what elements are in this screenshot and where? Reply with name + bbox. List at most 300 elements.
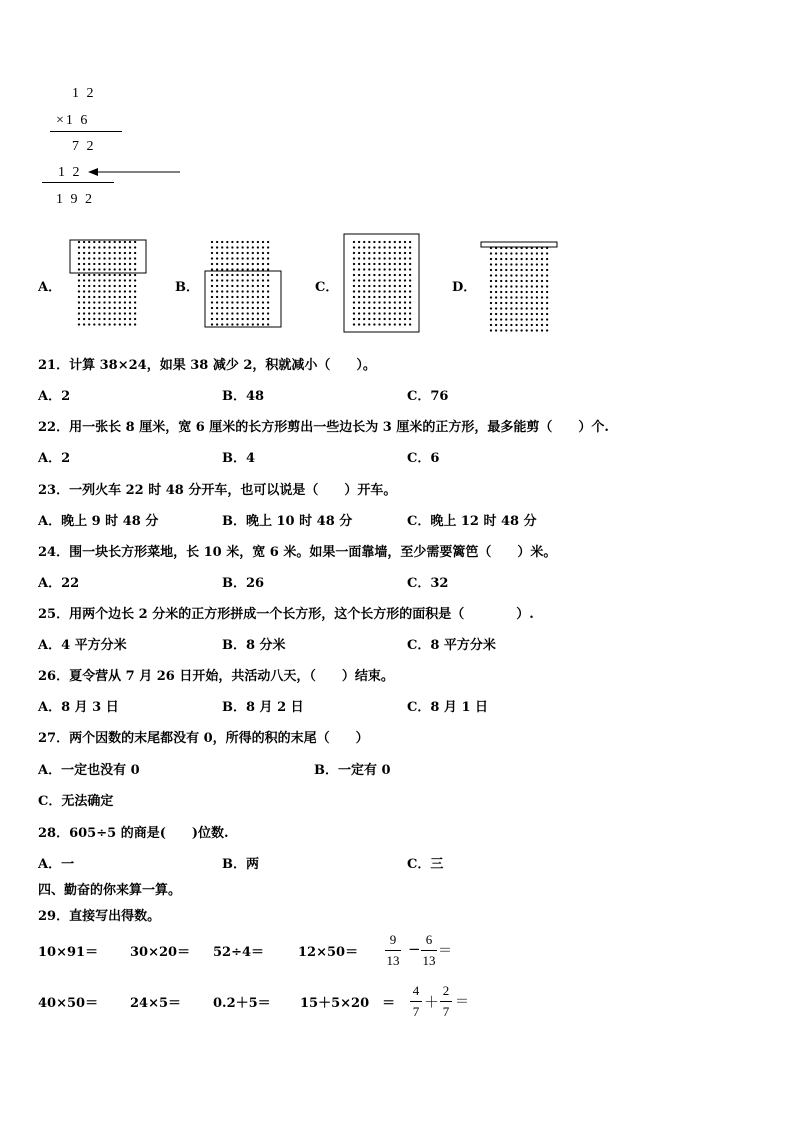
- dot: [241, 246, 243, 248]
- dot: [78, 312, 80, 314]
- dot: [490, 258, 492, 260]
- dot: [409, 241, 411, 243]
- dot: [409, 312, 411, 314]
- dot: [83, 301, 85, 303]
- dot: [510, 313, 512, 315]
- equals-sign: ＝: [438, 943, 452, 959]
- dot: [93, 301, 95, 303]
- dot: [83, 274, 85, 276]
- dot: [103, 241, 105, 243]
- dot: [236, 241, 238, 243]
- dot: [129, 279, 131, 281]
- dot: [257, 279, 259, 281]
- dot: [363, 290, 365, 292]
- dot: [262, 290, 264, 292]
- dot: [399, 246, 401, 248]
- dot: [247, 323, 249, 325]
- dot: [536, 329, 538, 331]
- dot: [358, 301, 360, 303]
- dot: [399, 290, 401, 292]
- dot: [495, 252, 497, 254]
- dot: [119, 279, 121, 281]
- fraction-bar: [440, 1001, 452, 1002]
- dot: [520, 263, 522, 265]
- dot: [119, 323, 121, 325]
- dot: [98, 246, 100, 248]
- dot: [267, 252, 269, 254]
- dot: [353, 279, 355, 281]
- dot: [247, 268, 249, 270]
- dot: [404, 312, 406, 314]
- dot: [211, 241, 213, 243]
- dot: [262, 285, 264, 287]
- dot: [257, 312, 259, 314]
- dot: [262, 274, 264, 276]
- q23-stem: 23．一列火车 22 时 48 分开车，也可以说是（ ）开车。: [38, 483, 397, 498]
- dot: [134, 296, 136, 298]
- dot: [515, 274, 517, 276]
- dot: [103, 290, 105, 292]
- dot: [257, 252, 259, 254]
- dot: [541, 274, 543, 276]
- dot: [134, 274, 136, 276]
- dot: [93, 246, 95, 248]
- dot: [399, 268, 401, 270]
- dot: [211, 296, 213, 298]
- dot: [119, 301, 121, 303]
- dot: [247, 285, 249, 287]
- dot: [103, 296, 105, 298]
- dot: [399, 263, 401, 265]
- dot: [103, 312, 105, 314]
- dot: [394, 301, 396, 303]
- dot: [88, 252, 90, 254]
- dot: [257, 263, 259, 265]
- dot: [262, 307, 264, 309]
- dot: [531, 285, 533, 287]
- dot: [103, 252, 105, 254]
- dot: [378, 323, 380, 325]
- dot: [409, 323, 411, 325]
- dot: [134, 263, 136, 265]
- dot: [247, 296, 249, 298]
- dot: [373, 246, 375, 248]
- dot: [108, 263, 110, 265]
- dot: [129, 257, 131, 259]
- option-c-label: C．: [315, 280, 339, 295]
- dot: [211, 268, 213, 270]
- dot: [78, 307, 80, 309]
- dot: [88, 246, 90, 248]
- dot: [526, 324, 528, 326]
- dot: [262, 241, 264, 243]
- dot: [231, 318, 233, 320]
- dot: [247, 246, 249, 248]
- dot: [363, 318, 365, 320]
- dot: [409, 246, 411, 248]
- dot: [267, 323, 269, 325]
- dot: [531, 302, 533, 304]
- dot: [83, 318, 85, 320]
- dot: [114, 274, 116, 276]
- dot: [236, 257, 238, 259]
- dot: [515, 329, 517, 331]
- dot: [520, 307, 522, 309]
- dot: [358, 252, 360, 254]
- calc-row-3: 7 2: [72, 139, 96, 154]
- fraction-bar: [410, 1001, 422, 1002]
- dot: [531, 329, 533, 331]
- dot: [241, 268, 243, 270]
- fraction-four-sevenths: [410, 983, 422, 1020]
- dot: [373, 296, 375, 298]
- dot: [526, 252, 528, 254]
- dot: [83, 312, 85, 314]
- dot: [515, 302, 517, 304]
- dot: [78, 252, 80, 254]
- dot: [211, 318, 213, 320]
- dot: [231, 301, 233, 303]
- dot: [515, 263, 517, 265]
- dot: [541, 329, 543, 331]
- dot: [541, 313, 543, 315]
- dot: [520, 313, 522, 315]
- dot: [389, 301, 391, 303]
- dot: [247, 312, 249, 314]
- dot: [247, 257, 249, 259]
- dot: [368, 257, 370, 259]
- dot: [83, 257, 85, 259]
- dot: [536, 313, 538, 315]
- dot: [98, 296, 100, 298]
- dot: [98, 279, 100, 281]
- q22-option-a: A．2: [38, 451, 71, 466]
- dot: [526, 302, 528, 304]
- dot: [520, 258, 522, 260]
- dot: [490, 296, 492, 298]
- dot: [236, 301, 238, 303]
- q28-option-a: A．一: [38, 857, 75, 872]
- dot: [531, 313, 533, 315]
- dot: [358, 285, 360, 287]
- dot: [93, 268, 95, 270]
- dot: [262, 323, 264, 325]
- dot: [546, 291, 548, 293]
- dot: [399, 285, 401, 287]
- dot: [399, 296, 401, 298]
- dot: [404, 268, 406, 270]
- dot: [531, 318, 533, 320]
- dot: [134, 257, 136, 259]
- dot: [252, 263, 254, 265]
- dot: [383, 323, 385, 325]
- dot: [221, 296, 223, 298]
- dot: [236, 290, 238, 292]
- dot: [531, 307, 533, 309]
- dot: [373, 318, 375, 320]
- dot: [103, 246, 105, 248]
- dot: [389, 285, 391, 287]
- dot: [241, 296, 243, 298]
- dot: [267, 285, 269, 287]
- q21-option-b: B．48: [222, 389, 265, 404]
- dot: [536, 269, 538, 271]
- dot: [114, 241, 116, 243]
- dot: [83, 279, 85, 281]
- dot: [93, 285, 95, 287]
- dot: [404, 318, 406, 320]
- dot: [247, 252, 249, 254]
- dot: [383, 312, 385, 314]
- dot: [353, 323, 355, 325]
- dot: [134, 318, 136, 320]
- dot: [83, 252, 85, 254]
- dot: [103, 318, 105, 320]
- dot: [536, 296, 538, 298]
- calc-item: 10×91＝: [38, 945, 99, 960]
- dot: [536, 263, 538, 265]
- dot: [368, 312, 370, 314]
- dot: [404, 279, 406, 281]
- dot: [363, 241, 365, 243]
- dot: [257, 301, 259, 303]
- dot: [216, 252, 218, 254]
- dot: [389, 296, 391, 298]
- dot: [267, 301, 269, 303]
- dot: [129, 263, 131, 265]
- dot: [108, 307, 110, 309]
- dot: [399, 257, 401, 259]
- dot: [389, 252, 391, 254]
- dot: [353, 290, 355, 292]
- dot: [505, 263, 507, 265]
- dot: [211, 279, 213, 281]
- dot: [490, 285, 492, 287]
- dot: [221, 241, 223, 243]
- dot: [93, 263, 95, 265]
- dot: [358, 318, 360, 320]
- dot: [119, 290, 121, 292]
- dot: [103, 263, 105, 265]
- dot: [114, 318, 116, 320]
- dot: [378, 241, 380, 243]
- dot: [108, 274, 110, 276]
- dot: [510, 274, 512, 276]
- dot: [404, 246, 406, 248]
- dot: [221, 290, 223, 292]
- dot: [378, 296, 380, 298]
- dot: [368, 252, 370, 254]
- dot: [88, 323, 90, 325]
- dot: [404, 307, 406, 309]
- dot: [378, 252, 380, 254]
- dot: [520, 291, 522, 293]
- dot: [257, 318, 259, 320]
- dot: [358, 279, 360, 281]
- dot: [500, 274, 502, 276]
- dot: [383, 257, 385, 259]
- dot: [247, 263, 249, 265]
- dot: [241, 307, 243, 309]
- dot: [241, 312, 243, 314]
- dot: [394, 252, 396, 254]
- dot: [373, 252, 375, 254]
- dot: [373, 285, 375, 287]
- dot: [378, 274, 380, 276]
- dot: [389, 323, 391, 325]
- dot: [257, 323, 259, 325]
- fraction-numerator: 2: [442, 983, 450, 998]
- dot: [231, 312, 233, 314]
- dot: [404, 296, 406, 298]
- dot: [221, 301, 223, 303]
- dot: [520, 302, 522, 304]
- dot: [495, 296, 497, 298]
- dot: [78, 246, 80, 248]
- dot: [134, 285, 136, 287]
- dot: [536, 258, 538, 260]
- dot: [98, 290, 100, 292]
- dot: [226, 318, 228, 320]
- dot: [216, 268, 218, 270]
- dot: [546, 302, 548, 304]
- dot: [373, 312, 375, 314]
- dot: [252, 241, 254, 243]
- dot: [241, 285, 243, 287]
- dot: [515, 285, 517, 287]
- dot: [231, 290, 233, 292]
- dot: [399, 279, 401, 281]
- dot: [129, 241, 131, 243]
- dot: [404, 257, 406, 259]
- dot: [358, 268, 360, 270]
- dot: [531, 263, 533, 265]
- dot: [93, 296, 95, 298]
- dot: [257, 290, 259, 292]
- dot-array-b: [200, 238, 300, 338]
- dot: [124, 263, 126, 265]
- dot: [358, 296, 360, 298]
- dot: [241, 290, 243, 292]
- dot: [500, 291, 502, 293]
- q21-option-c: C．76: [407, 389, 449, 404]
- dot: [353, 312, 355, 314]
- selection-frame: [344, 234, 419, 332]
- dot: [373, 268, 375, 270]
- dot: [490, 313, 492, 315]
- q24-stem: 24．围一块长方形菜地，长 10 米，宽 6 米。如果一面靠墙，至少需要篱笆（ ）米。: [38, 545, 557, 560]
- dot: [262, 279, 264, 281]
- dot: [546, 258, 548, 260]
- dot: [363, 274, 365, 276]
- fraction-denominator: 7: [412, 1004, 420, 1019]
- dot: [83, 263, 85, 265]
- option-b-label: B．: [175, 280, 199, 295]
- dot: [78, 268, 80, 270]
- dot: [541, 280, 543, 282]
- dot: [108, 257, 110, 259]
- dot: [520, 252, 522, 254]
- dot: [394, 290, 396, 292]
- dot: [526, 307, 528, 309]
- dot: [257, 296, 259, 298]
- dot-array-c: [340, 232, 440, 332]
- dot: [358, 307, 360, 309]
- dot: [353, 318, 355, 320]
- dot: [383, 307, 385, 309]
- dot: [124, 274, 126, 276]
- dot: [526, 280, 528, 282]
- dot: [394, 274, 396, 276]
- dot: [262, 263, 264, 265]
- dot: [98, 318, 100, 320]
- dot: [257, 285, 259, 287]
- dot: [267, 318, 269, 320]
- dot: [536, 302, 538, 304]
- fraction-denominator: 7: [442, 1004, 450, 1019]
- dot: [363, 307, 365, 309]
- dot: [520, 324, 522, 326]
- dot: [373, 323, 375, 325]
- dot: [134, 279, 136, 281]
- dot: [495, 318, 497, 320]
- dot: [515, 318, 517, 320]
- dot: [353, 263, 355, 265]
- dot: [114, 301, 116, 303]
- dot: [252, 246, 254, 248]
- dot: [119, 296, 121, 298]
- q21-stem: 21．计算 38×24，如果 38 减少 2，积就减小（ ）。: [38, 358, 376, 373]
- dot: [241, 279, 243, 281]
- dot: [500, 318, 502, 320]
- dot: [119, 263, 121, 265]
- dot: [252, 285, 254, 287]
- dot: [211, 312, 213, 314]
- dot: [221, 268, 223, 270]
- dot: [134, 241, 136, 243]
- dot: [394, 307, 396, 309]
- dot: [78, 318, 80, 320]
- dot: [108, 318, 110, 320]
- dot: [409, 274, 411, 276]
- dot: [505, 318, 507, 320]
- dot: [241, 323, 243, 325]
- dot: [510, 269, 512, 271]
- dot: [231, 307, 233, 309]
- dot: [103, 257, 105, 259]
- dot: [358, 312, 360, 314]
- dot: [536, 280, 538, 282]
- dot: [241, 263, 243, 265]
- dot: [221, 318, 223, 320]
- dot: [124, 268, 126, 270]
- q26-option-a: A．8 月 3 日: [38, 700, 119, 715]
- dot: [541, 258, 543, 260]
- dot: [363, 263, 365, 265]
- dot: [247, 279, 249, 281]
- dot: [353, 307, 355, 309]
- dot: [134, 312, 136, 314]
- dot: [505, 285, 507, 287]
- dot: [389, 268, 391, 270]
- dot: [495, 269, 497, 271]
- dot: [394, 296, 396, 298]
- dot: [247, 274, 249, 276]
- dot: [252, 268, 254, 270]
- dot: [124, 257, 126, 259]
- dot: [490, 269, 492, 271]
- dot: [124, 312, 126, 314]
